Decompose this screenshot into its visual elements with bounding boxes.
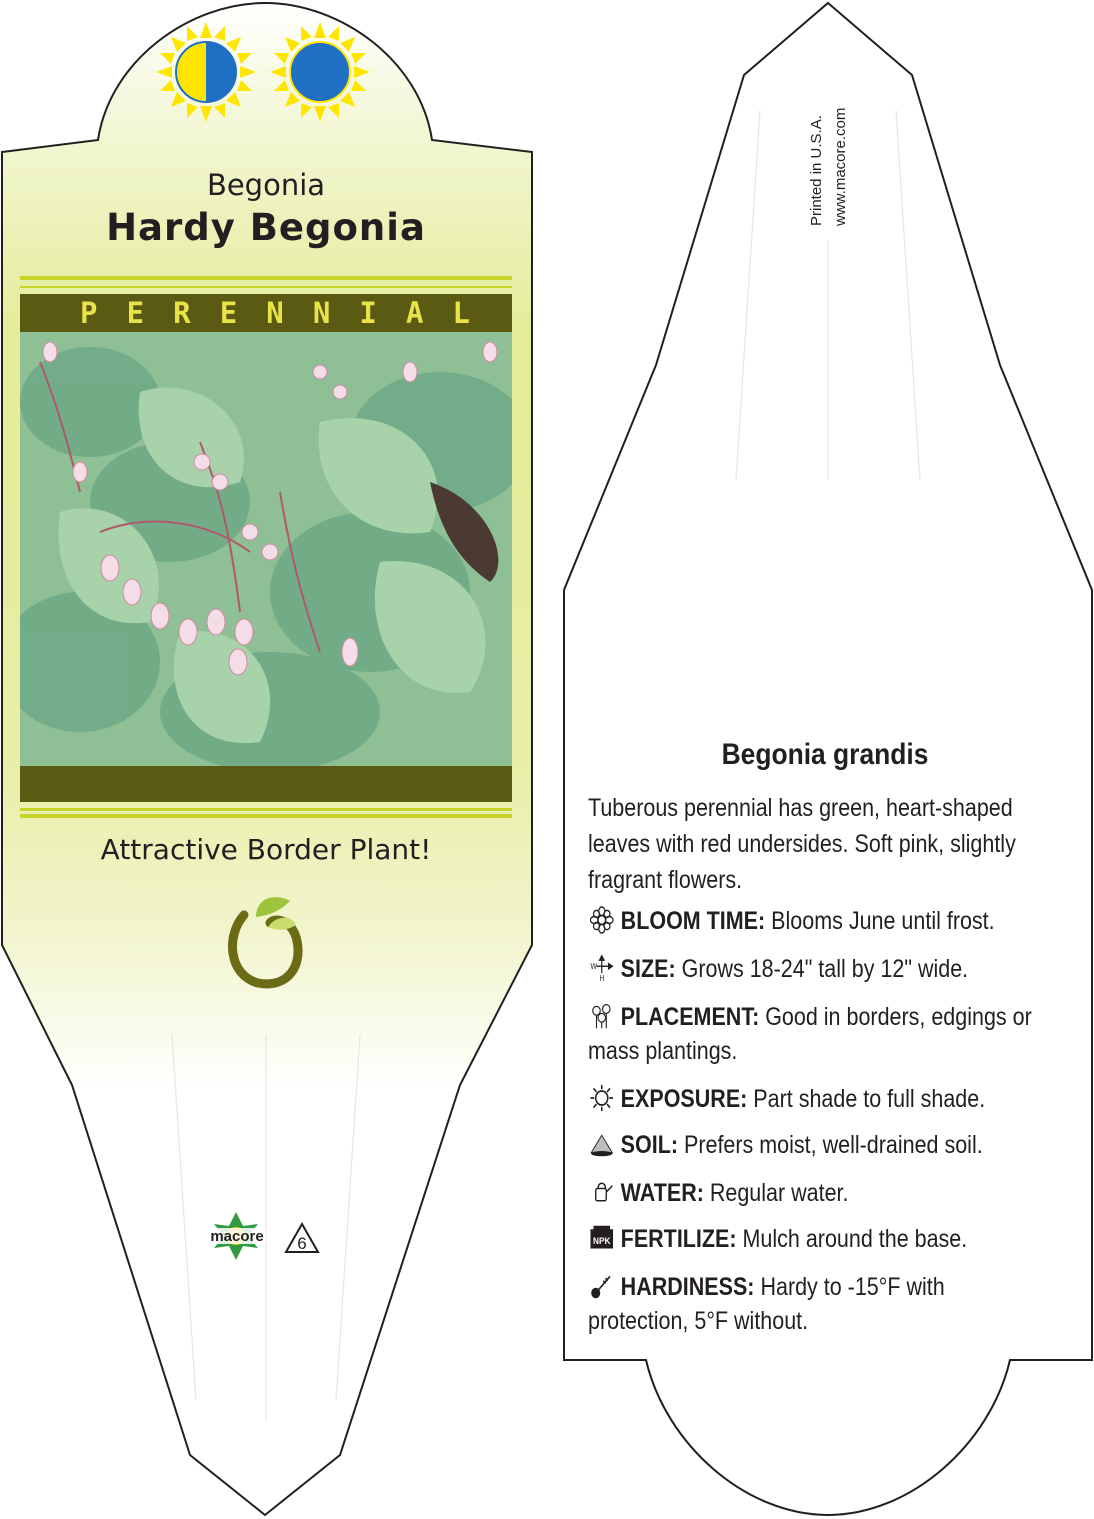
care-detail-text: Grows 18-24" tall by 12" wide. xyxy=(681,955,969,983)
part-sun-icon xyxy=(156,22,256,122)
category-letter: E xyxy=(126,296,145,330)
category-letter: N xyxy=(312,296,331,330)
category-label xyxy=(20,296,512,332)
care-detail-label: PLACEMENT: xyxy=(620,1003,760,1031)
npk-icon xyxy=(588,1224,616,1252)
category-letter: N xyxy=(266,296,284,330)
plant-genus: Begonia xyxy=(206,168,326,202)
care-detail-row xyxy=(588,1176,1044,1210)
watering-can-icon xyxy=(588,1178,616,1206)
care-detail-label: FERTILIZE: xyxy=(620,1225,737,1253)
printed-info xyxy=(808,58,849,228)
category-letter: A xyxy=(405,296,424,330)
category-letter: L xyxy=(452,296,470,330)
care-detail-text: Blooms June until frost. xyxy=(771,907,995,935)
care-detail-row xyxy=(588,1000,1044,1068)
plant-description: Tuberous perennial has green, heart-shaped leaves with red undersides. Soft pink, slightly fragrant flowers. xyxy=(588,794,1016,894)
shade-icon xyxy=(270,22,370,122)
care-detail-row xyxy=(588,1222,1044,1256)
brand-name: macore xyxy=(210,1228,264,1245)
care-detail-text: Part shade to full shade. xyxy=(753,1085,986,1113)
recycle-icon xyxy=(286,1224,318,1253)
category-band-bottom xyxy=(20,766,512,802)
care-detail-label: WATER: xyxy=(620,1179,704,1207)
care-detail-row xyxy=(588,1128,1044,1162)
care-detail-text: Hardy to -15°F with protection, 5°F without. xyxy=(588,1273,945,1335)
care-detail-row xyxy=(588,952,1044,986)
size-icon xyxy=(588,954,616,982)
thermometer-icon xyxy=(588,1272,616,1300)
soil-icon xyxy=(588,1130,616,1158)
care-detail-label: EXPOSURE: xyxy=(620,1085,748,1113)
care-detail-text: Mulch around the base. xyxy=(742,1225,968,1253)
sun-outline-icon xyxy=(588,1084,616,1112)
printed-in: Printed in U.S.A. xyxy=(808,115,825,226)
care-detail-label: HARDINESS: xyxy=(620,1273,755,1301)
care-detail-label: SIZE: xyxy=(620,955,676,983)
recycle-code: 6 xyxy=(297,1234,307,1253)
tagline: Attractive Border Plant! xyxy=(100,833,432,866)
placement-icon xyxy=(588,1002,616,1030)
category-letter: R xyxy=(173,296,191,330)
brand-logos xyxy=(206,1208,326,1273)
flower-icon xyxy=(588,906,616,934)
category-letter: E xyxy=(219,296,238,330)
care-detail-row xyxy=(588,1082,1044,1116)
botanical-name: Begonia grandis xyxy=(721,738,929,771)
care-detail-text: Regular water. xyxy=(709,1179,849,1207)
website: www.macore.com xyxy=(832,107,849,226)
svg-text:W: W xyxy=(590,961,597,972)
category-letter: I xyxy=(359,296,377,330)
category-letter: P xyxy=(80,296,98,330)
plant-common-name: Hardy Begonia xyxy=(106,206,426,249)
care-detail-text: Good in borders, edgings or mass plantings. xyxy=(588,1003,1032,1065)
care-detail-text: Prefers moist, well-drained soil. xyxy=(683,1131,983,1159)
care-detail-row xyxy=(588,1270,1044,1338)
care-detail-label: BLOOM TIME: xyxy=(620,907,766,935)
svg-text:NPK: NPK xyxy=(593,1235,611,1247)
care-detail-row xyxy=(588,904,1044,938)
svg-text:H: H xyxy=(599,973,605,982)
care-detail-label: SOIL: xyxy=(620,1131,679,1159)
plant-photo xyxy=(20,332,512,768)
